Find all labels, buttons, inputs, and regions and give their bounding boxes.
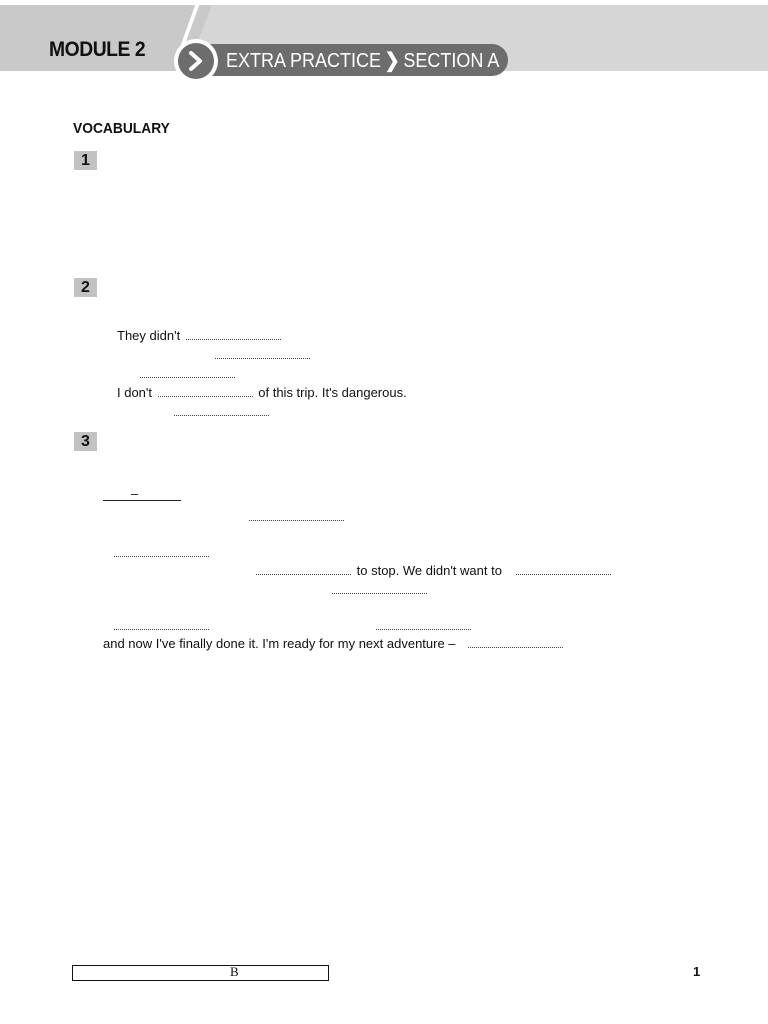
answer-blank[interactable] [174, 415, 269, 416]
footer-box [72, 965, 329, 981]
section-title-part1: EXTRA PRACTICE [226, 50, 382, 72]
exercise3-line-a-suffix: to stop. We didn't want to [356, 563, 502, 578]
answer-blank[interactable] [249, 520, 344, 521]
footer-mark: B [230, 964, 239, 979]
section-heading: VOCABULARY [73, 120, 170, 137]
answer-blank[interactable] [215, 358, 310, 359]
answer-blank[interactable] [114, 629, 209, 630]
section-title-part2: SECTION A [403, 50, 500, 72]
answer-blank[interactable] [140, 377, 235, 378]
example-underline [103, 500, 181, 501]
exercise2-line1-prefix: They didn't [117, 328, 181, 343]
exercise3-final-line: and now I've finally done it. I'm ready for my next adventure – [103, 636, 456, 651]
exercise2-line4-suffix: of this trip. It's dangerous. [258, 385, 407, 400]
answer-blank[interactable] [516, 574, 611, 575]
module-title: MODULE 2 [49, 38, 146, 61]
answer-blank[interactable] [468, 647, 563, 648]
answer-blank[interactable] [376, 629, 471, 630]
answer-blank[interactable] [332, 593, 427, 594]
exercise-number-2: 2 [74, 278, 97, 297]
exercise3-line-a [256, 563, 502, 579]
page-number: 1 [693, 964, 701, 979]
exercise3-dash: – [131, 486, 139, 501]
chevron-right-icon [178, 43, 214, 79]
section-separator-icon: ❯ [384, 50, 400, 72]
exercise2-line4-prefix: I don't [117, 385, 153, 400]
answer-blank[interactable] [256, 565, 351, 575]
section-title [226, 48, 499, 73]
exercise-number-3: 3 [74, 432, 97, 451]
answer-blank[interactable] [158, 387, 253, 397]
answer-blank[interactable] [186, 330, 281, 340]
answer-blank[interactable] [114, 556, 209, 557]
exercise2-line-4 [117, 385, 407, 401]
exercise-number-1: 1 [74, 151, 97, 170]
exercise2-line-1 [117, 328, 283, 344]
